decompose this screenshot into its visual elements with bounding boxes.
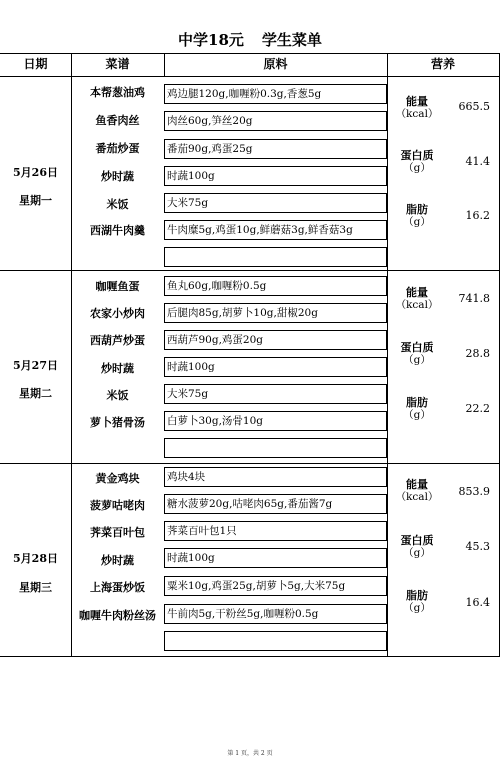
day-date: 5月27日 — [13, 359, 58, 372]
protein-value: 28.8 — [465, 347, 490, 360]
header-dish: 菜谱 — [105, 57, 130, 71]
protein-label: 蛋白质 （g） — [400, 534, 434, 559]
ingredient-text: 番茄90g,鸡蛋25g — [167, 143, 253, 155]
dish-name: 鱼香肉丝 — [95, 114, 140, 127]
column-divider — [387, 53, 388, 657]
dish-name: 本帮葱油鸡 — [90, 86, 145, 99]
fat-label: 脂肪 （g） — [403, 203, 431, 228]
dish-name: 黄金鸡块 — [95, 472, 140, 485]
dish-name: 菠萝咕咾肉 — [90, 499, 145, 512]
ingredient-text: 时蔬100g — [167, 361, 215, 373]
ingredient-text: 牛肉糜5g,鸡蛋10g,鲜蘑菇3g,鲜香菇3g — [167, 224, 353, 236]
dish-name: 番茄炒蛋 — [95, 142, 140, 155]
title-school: 中学18元 — [178, 31, 244, 49]
ingredient-text: 糖水菠萝20g,咕咾肉65g,番茄酱7g — [167, 498, 333, 510]
dish-name: 炒时蔬 — [101, 362, 134, 375]
dish-name: 咖喱牛肉粉丝汤 — [79, 609, 156, 622]
day-date: 5月26日 — [13, 166, 58, 179]
ingredient-text: 鸡边腿120g,咖喱粉0.3g,香葱5g — [167, 88, 322, 100]
dish-name: 西湖牛肉羹 — [90, 224, 145, 237]
ingredient-text: 粟米10g,鸡蛋25g,胡萝卜5g,大米75g — [167, 580, 346, 592]
energy-value: 665.5 — [458, 100, 490, 113]
dish-name: 西葫芦炒蛋 — [90, 334, 145, 347]
header-ingredients: 原料 — [263, 57, 288, 71]
ingredient-cell-empty — [164, 247, 387, 267]
energy-value: 853.9 — [458, 485, 490, 498]
page-footer: 第 1 页，共 2 页 — [227, 750, 273, 757]
dish-name: 萝卜猪骨汤 — [90, 416, 145, 429]
energy-label: 能量 （kcal） — [395, 286, 439, 311]
ingredient-cell-empty — [164, 631, 387, 651]
dish-name: 农家小炒肉 — [90, 307, 145, 320]
ingredient-text: 后腿肉85g,胡萝卜10g,甜椒20g — [167, 307, 318, 319]
fat-value: 16.4 — [465, 596, 490, 609]
ingredient-text: 白萝卜30g,汤骨10g — [167, 415, 264, 427]
fat-label: 脂肪 （g） — [403, 396, 431, 421]
ingredient-text: 西葫芦90g,鸡蛋20g — [167, 334, 264, 346]
day-divider — [0, 270, 500, 271]
protein-value: 41.4 — [465, 155, 490, 168]
protein-value: 45.3 — [465, 540, 490, 553]
ingredient-text: 时蔬100g — [167, 552, 215, 564]
ingredient-text: 大米75g — [167, 197, 209, 209]
day-divider — [0, 463, 500, 464]
header-divider — [0, 76, 500, 77]
ingredient-text: 肉丝60g,笋丝20g — [167, 115, 253, 127]
ingredient-text: 牛前肉5g,干粉丝5g,咖喱粉0.5g — [167, 608, 319, 620]
fat-value: 22.2 — [465, 402, 490, 415]
dish-name: 炒时蔬 — [101, 554, 134, 567]
ingredient-text: 荠菜百叶包1只 — [167, 525, 237, 537]
energy-label: 能量 （kcal） — [395, 95, 439, 120]
fat-label: 脂肪 （g） — [403, 589, 431, 614]
day-weekday: 星期三 — [19, 581, 52, 594]
ingredient-cell-empty — [164, 438, 387, 458]
ingredient-text: 时蔬100g — [167, 170, 215, 182]
header-nutrition: 营养 — [430, 57, 455, 71]
dish-name: 炒时蔬 — [101, 170, 134, 183]
ingredient-text: 大米75g — [167, 388, 209, 400]
ingredient-text: 鱼丸60g,咖喱粉0.5g — [167, 280, 267, 292]
dish-name: 米饭 — [106, 198, 129, 211]
dish-name: 米饭 — [106, 389, 129, 402]
dish-name: 荠菜百叶包 — [90, 526, 145, 539]
page-title — [0, 29, 500, 50]
day-date: 5月28日 — [13, 552, 58, 565]
protein-label: 蛋白质 （g） — [400, 149, 434, 174]
header-date: 日期 — [23, 57, 48, 71]
title-menu: 学生菜单 — [261, 31, 322, 49]
fat-value: 16.2 — [465, 209, 490, 222]
day-weekday: 星期一 — [19, 194, 52, 207]
dish-name: 咖喱鱼蛋 — [95, 280, 140, 293]
dish-name: 上海蛋炒饭 — [90, 581, 145, 594]
energy-label: 能量 （kcal） — [395, 478, 439, 503]
protein-label: 蛋白质 （g） — [400, 341, 434, 366]
energy-value: 741.8 — [458, 292, 490, 305]
ingredient-text: 鸡块4块 — [167, 471, 206, 483]
day-weekday: 星期二 — [19, 387, 52, 400]
